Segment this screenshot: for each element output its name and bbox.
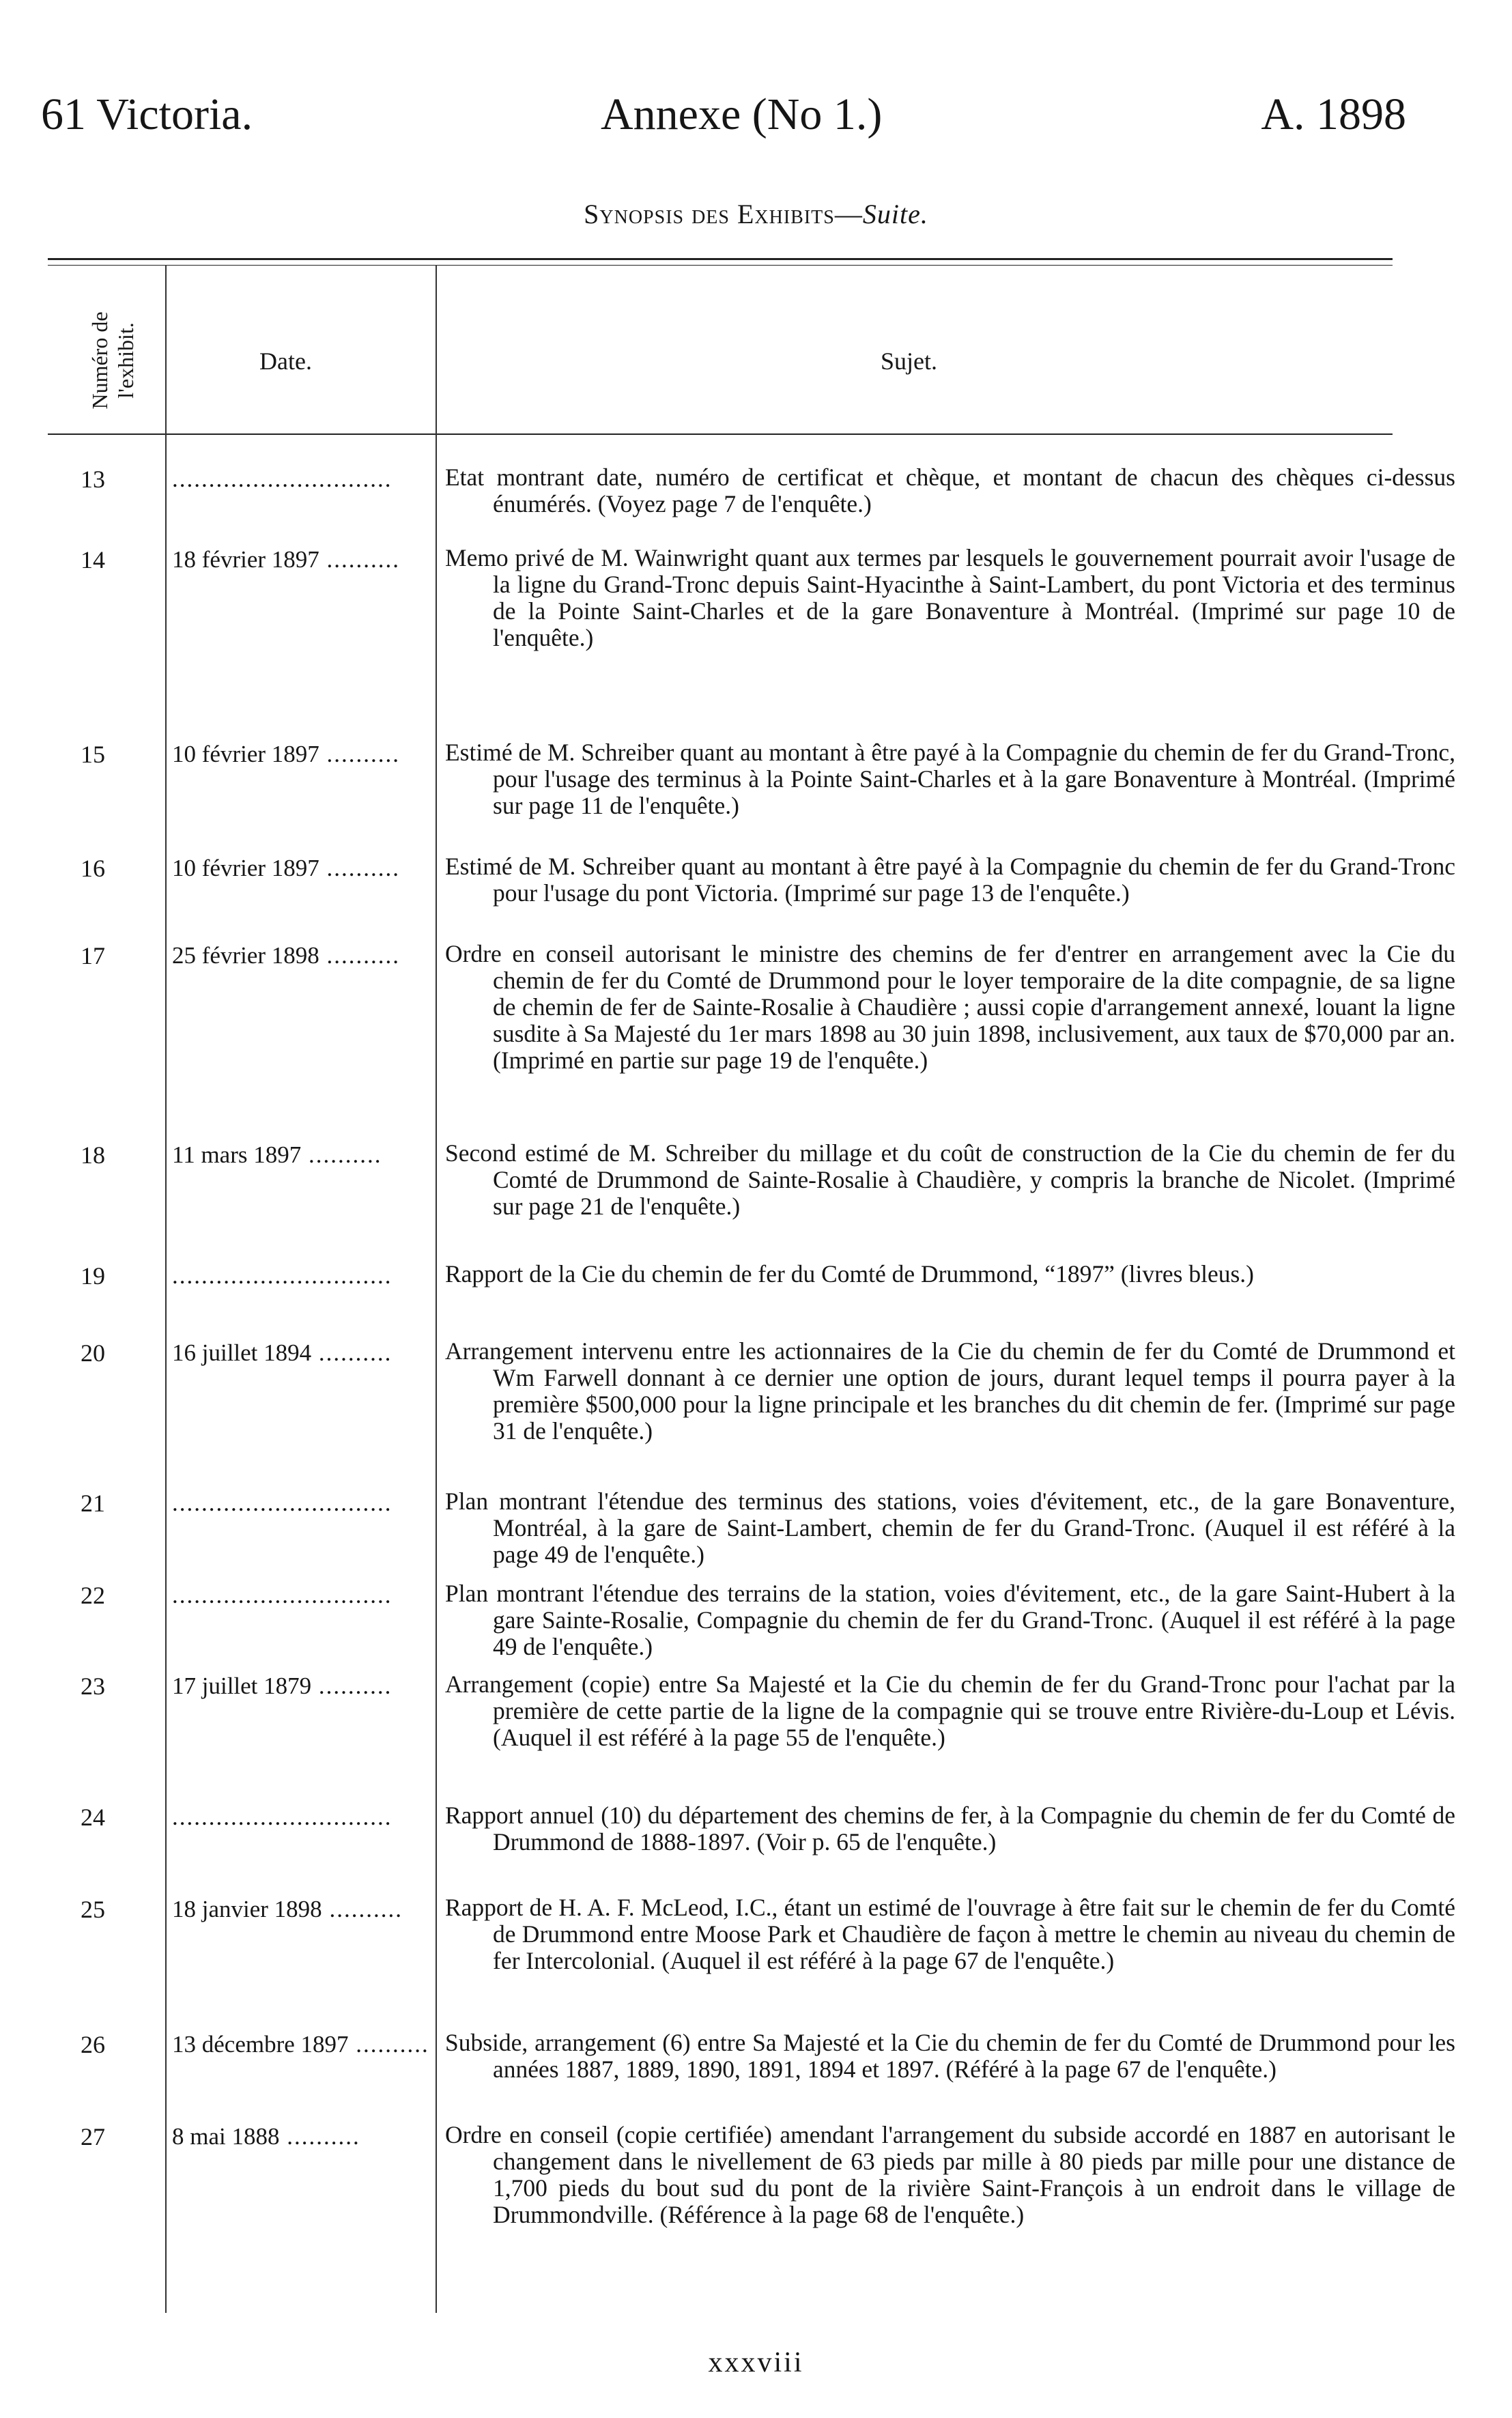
exhibit-subject: Subside, arrangement (6) entre Sa Majesté et la Cie du chemin de fer du Comté de Drummond pour les années 1887, 1889, 1890, 1891, 1894 et 1897. (Référé à la page 67 de l'enquête.) xyxy=(445,2029,1455,2083)
header-annex: Annexe (No 1.) xyxy=(601,89,883,139)
table-top-rule xyxy=(48,258,1393,260)
exhibit-date-cell xyxy=(172,1261,431,1291)
exhibit-date-cell xyxy=(172,1338,431,1368)
exhibit-date-cell xyxy=(172,464,431,494)
leader-dots: .............................. xyxy=(172,1804,393,1830)
exhibit-subject: Second estimé de M. Schreiber du millage et du coût de construction de la Cie du chemin de fer du Comté de Drummond de Sainte-Rosalie à Chaudière, y compris la branche de Nicolet. (Imprimé sur page 21 de l'enquête.) xyxy=(445,1139,1455,1220)
exhibit-subject: Rapport de H. A. F. McLeod, I.C., étant un estimé de l'ouvrage à être fait sur le chemin de fer du Comté de Drummond entre Moose Park et Chaudière de façon à mettre le chemin au niveau du chemin de fer Intercolonial. (Auquel il est référé à la page 67 de l'enquête.) xyxy=(445,1894,1455,1974)
column-header-date: Date. xyxy=(259,347,312,375)
exhibit-subject: Ordre en conseil autorisant le ministre des chemins de fer d'entrer en arrangement avec la Cie du chemin de fer du Comté de Drummond pour le loyer temporaire de la dite compagnie, de sa ligne de chemin de fer de Sainte-Rosalie à Chaudière ; aussi copie d'arrangement annexé, louant la ligne susdite à Sa Majesté du 1er mars 1898 au 30 juin 1898, inclusivement, aux taux de $70,000 par an. (Imprimé en partie sur page 19 de l'enquête.) xyxy=(445,940,1455,1074)
exhibit-number: 18 xyxy=(81,1141,105,1169)
exhibit-number: 25 xyxy=(81,1896,105,1923)
exhibit-number: 26 xyxy=(81,2031,105,2058)
exhibit-date-cell xyxy=(172,941,431,971)
exhibit-subject: Rapport de la Cie du chemin de fer du Comté de Drummond, “1897” (livres bleus.) xyxy=(445,1260,1255,1288)
column-header-subject: Sujet. xyxy=(881,347,938,375)
leader-dots: .......... xyxy=(311,1339,393,1366)
section-title xyxy=(0,198,1512,230)
exhibit-subject: Memo privé de M. Wainwright quant aux termes par lesquels le gouvernement pourrait avoir l'usage de la ligne du Grand-Tronc depuis Saint-Hyacinthe à Saint-Lambert, du pont Victoria et des terminus de la Pointe Saint-Charles et de la gare Bonaventure à Montréal. (Imprimé sur page 10 de l'enquête.) xyxy=(445,544,1455,651)
exhibit-date: 11 mars 1897 xyxy=(172,1141,302,1168)
exhibit-date: 25 février 1898 xyxy=(172,942,319,969)
exhibit-subject: Arrangement intervenu entre les actionnaires de la Cie du chemin de fer du Comté de Drummond et Wm Farwell donnant à ce dernier une option de jours, durant lequel temps il pourra payer à la première $500,000 pour la ligne principale et les branches du dit chemin de fer. (Imprimé sur page 31 de l'enquête.) xyxy=(445,1337,1455,1445)
exhibit-date: 17 juillet 1879 xyxy=(172,1673,312,1699)
leader-dots: .......... xyxy=(322,1896,403,1922)
column-divider-number xyxy=(165,265,167,2313)
leader-dots: .............................. xyxy=(172,1490,393,1516)
exhibit-date-cell xyxy=(172,853,431,883)
leader-dots: .......... xyxy=(279,2123,360,2150)
section-title-suffix: Suite. xyxy=(862,199,928,229)
leader-dots: .......... xyxy=(319,942,401,969)
exhibit-number: 16 xyxy=(81,855,105,882)
exhibit-date-cell xyxy=(172,1488,431,1518)
leader-dots: .............................. xyxy=(172,1582,393,1608)
table-header-rule xyxy=(48,433,1393,435)
exhibit-date-cell xyxy=(172,739,431,769)
exhibit-subject: Plan montrant l'étendue des terrains de la station, voies d'évitement, etc., de la gare Saint-Hubert à la gare Sainte-Rosalie, Compagnie du chemin de fer du Grand-Tronc. (Auquel il est référé à la page 49 de l'enquête.) xyxy=(445,1580,1455,1660)
leader-dots: .......... xyxy=(311,1673,393,1699)
exhibit-number: 15 xyxy=(81,741,105,768)
exhibit-date-cell xyxy=(172,1140,431,1170)
exhibit-date: 13 décembre 1897 xyxy=(172,2031,349,2058)
exhibit-subject: Ordre en conseil (copie certifiée) amendant l'arrangement du subside accordé en 1887 en autorisant le changement dans le nivellement de 63 pieds par mille à 80 pieds par mille pour une distance de 1,700 pieds du bout sud du pont de la rivière Saint-François à un endroit dans le village de Drummondville. (Référence à la page 68 de l'enquête.) xyxy=(445,2121,1455,2228)
column-header-number xyxy=(68,280,157,423)
exhibit-subject: Plan montrant l'étendue des terminus des stations, voies d'évitement, etc., de la gare Bonaventure, Montréal, à la gare de Saint-Lambert, chemin de fer du Grand-Tronc. (Auquel il est référé à la page 49 de l'enquête.) xyxy=(445,1488,1455,1568)
exhibit-number: 24 xyxy=(81,1804,105,1831)
exhibit-date: 16 juillet 1894 xyxy=(172,1339,312,1366)
exhibit-date-cell xyxy=(172,2030,431,2060)
exhibit-subject: Estimé de M. Schreiber quant au montant à être payé à la Compagnie du chemin de fer du Grand-Tronc pour l'usage du pont Victoria. (Imprimé sur page 13 de l'enquête.) xyxy=(445,853,1455,907)
exhibit-number: 27 xyxy=(81,2123,105,2150)
leader-dots: .......... xyxy=(348,2031,429,2058)
exhibit-subject: Estimé de M. Schreiber quant au montant à être payé à la Compagnie du chemin de fer du Grand-Tronc, pour l'usage des terminus à la Pointe Saint-Charles et à la gare Bonaventure à Montréal. (Imprimé sur page 11 de l'enquête.) xyxy=(445,739,1455,819)
exhibit-date-cell xyxy=(172,1671,431,1701)
page-header xyxy=(41,89,1406,157)
exhibit-date: 10 février 1897 xyxy=(172,855,319,881)
exhibit-date: 18 janvier 1898 xyxy=(172,1896,322,1922)
exhibit-number: 20 xyxy=(81,1339,105,1367)
exhibit-number: 23 xyxy=(81,1673,105,1700)
exhibit-subject: Rapport annuel (10) du département des chemins de fer, à la Compagnie du chemin de fer du Comté de Drummond de 1888-1897. (Voir p. 65 de l'enquête.) xyxy=(445,1802,1455,1855)
leader-dots: .......... xyxy=(319,546,401,573)
leader-dots: .......... xyxy=(319,855,401,881)
exhibit-number: 13 xyxy=(81,466,105,493)
section-title-main: Synopsis des Exhibits— xyxy=(584,199,863,229)
exhibit-date-cell xyxy=(172,1580,431,1610)
exhibit-number: 19 xyxy=(81,1262,105,1290)
exhibit-date: 10 février 1897 xyxy=(172,741,319,767)
table-top-rule-thin xyxy=(48,265,1393,266)
leader-dots: .............................. xyxy=(172,1262,393,1289)
exhibit-date-cell xyxy=(172,1802,431,1832)
exhibit-date: 8 mai 1888 xyxy=(172,2123,280,2150)
column-divider-date xyxy=(436,265,437,2313)
header-session: 61 Victoria. xyxy=(41,89,253,139)
exhibit-date-cell xyxy=(172,545,431,575)
exhibit-subject: Etat montrant date, numéro de certificat et chèque, et montant de chacun des chèques ci-dessus énumérés. (Voyez page 7 de l'enquête.) xyxy=(445,464,1455,517)
exhibit-date-cell xyxy=(172,1894,431,1924)
leader-dots: .......... xyxy=(301,1141,382,1168)
leader-dots: .......... xyxy=(319,741,401,767)
header-year: A. 1898 xyxy=(1261,89,1406,139)
exhibit-date-cell xyxy=(172,2122,431,2152)
exhibit-subject: Arrangement (copie) entre Sa Majesté et la Cie du chemin de fer du Grand-Tronc pour l'achat par la première de cette partie de la ligne de la compagnie qui se trouve entre Rivière-du-Loup et Lévis. (Auquel il est référé à la page 55 de l'enquête.) xyxy=(445,1670,1455,1751)
exhibit-number: 17 xyxy=(81,942,105,969)
exhibit-number: 21 xyxy=(81,1490,105,1517)
column-header-number-label: Numéro de l'exhibit. xyxy=(87,311,138,410)
page-folio: xxxviii xyxy=(708,2347,804,2378)
leader-dots: .............................. xyxy=(172,466,393,492)
exhibit-number: 22 xyxy=(81,1582,105,1609)
exhibit-date: 18 février 1897 xyxy=(172,546,319,573)
exhibit-number: 14 xyxy=(81,546,105,573)
